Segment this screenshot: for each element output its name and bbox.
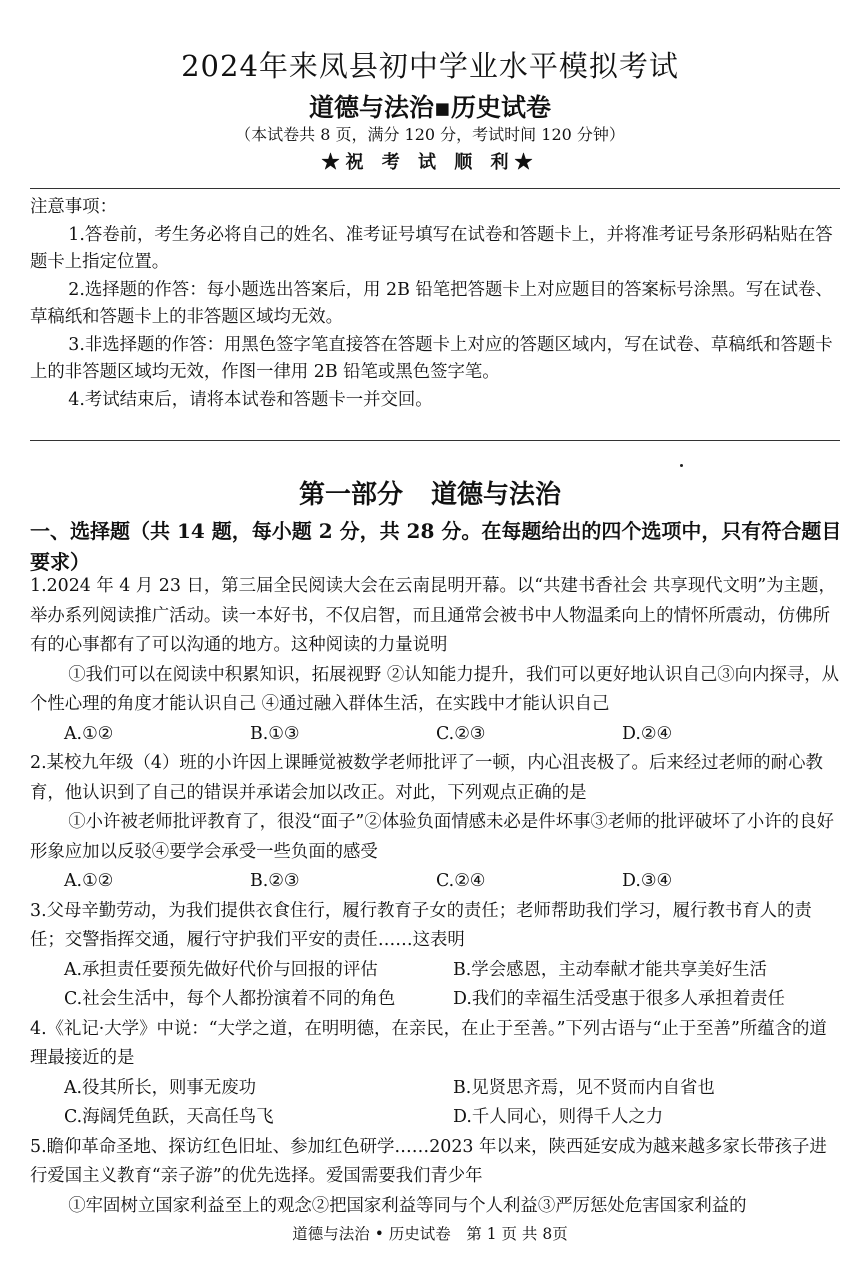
- section-heading: 一、选择题（共 14 题，每小题 2 分，共 28 分。在每题给出的四个选项中，只有符合题目要求）: [30, 519, 842, 574]
- option: B.见贤思齐焉，见不贤而内自省也: [453, 1077, 715, 1098]
- option: D.③④: [622, 871, 673, 891]
- notice-item: 4.考试结束后，请将本试卷和答题卡一并交回。: [68, 389, 433, 410]
- part-label: 第一部分: [298, 480, 403, 510]
- option: D.千人同心，则得千人之力: [453, 1107, 664, 1127]
- question-stem: 2.某校九年级（4）班的小许因上课睡觉被数学老师批评了一顿，内心沮丧极了。后来经过老师的耐心教育，他认识到了自己的错误并承诺会加以改正。对此，下列观点正确的是: [30, 753, 823, 803]
- option: B.②③: [250, 871, 300, 891]
- question-options: [30, 1074, 842, 1104]
- top-divider: [30, 188, 840, 189]
- good-luck-line: ★祝 考 试 顺 利★: [321, 152, 539, 173]
- part-name: 道德与法治: [431, 480, 562, 510]
- notice-item: 1.答卷前，考生务必将自己的姓名、准考证号填写在试卷和答题卡上，并将准考证号条形码粘贴在答题卡上指定位置。: [30, 224, 833, 272]
- option: C.②④: [436, 871, 486, 891]
- question-options: [30, 867, 842, 897]
- question-stem: 3.父母辛勤劳动，为我们提供衣食住行，履行教育子女的责任；老师帮助我们学习，履行教书育人的责任；交警指挥交通，履行守护我们平安的责任……这表明: [30, 900, 812, 950]
- option: C.②③: [436, 723, 486, 744]
- speck-mark: [680, 464, 683, 467]
- exam-title: 2024年来凤县初中学业水平模拟考试: [181, 49, 679, 83]
- option: D.②④: [622, 723, 673, 744]
- option: A.役其所长，则事无废功: [64, 1077, 256, 1098]
- question-options: [30, 1103, 842, 1133]
- option: C.海阔凭鱼跃，天高任鸟飞: [64, 1107, 274, 1127]
- notice-item: 2.选择题的作答：每小题选出答案后，用 2B 铅笔把答题卡上对应题目的答案标号涂黑。写在试卷、草稿纸和答题卡上的非答题区域均无效。: [30, 279, 833, 327]
- page-footer: 道德与法治 • 历史试卷 第 1 页 共 8页: [292, 1225, 568, 1243]
- question-stem: 1.2024 年 4 月 23 日，第三届全民阅读大会在云南昆明开幕。以“共建书香社会 共享现代文明”为主题，举办系列阅读推广活动。读一本好书，不仅启智，而且通常会被书中人物温柔向上的情怀所震动，仿佛所有的心事都有了可以沟通的地方。这种阅读的力量说明: [30, 576, 836, 655]
- question-options: [30, 720, 842, 750]
- option: A.①②: [64, 723, 114, 744]
- exam-subtitle: 道德与法治▪历史试卷: [309, 93, 551, 122]
- bottom-divider: [30, 440, 840, 441]
- option: D.我们的幸福生活受惠于很多人承担着责任: [453, 989, 785, 1009]
- option: A.①②: [64, 871, 114, 891]
- option: B.学会感恩，主动奉献才能共享美好生活: [453, 959, 767, 980]
- exam-info: （本试卷共 8 页，满分 120 分，考试时间 120 分钟）: [235, 125, 625, 144]
- notice-block: [30, 194, 842, 414]
- part-heading: [0, 474, 860, 511]
- question-stem: 5.瞻仰革命圣地、探访红色旧址、参加红色研学……2023 年以来，陕西延安成为越来越多家长带孩子进行爱国主义教育“亲子游”的优先选择。爱国需要我们青少年: [30, 1136, 827, 1186]
- question-statements: ①小许被老师批评教育了，很没“面子”②体验负面情感未必是件坏事③老师的批评破坏了小许的良好形象应加以反驳④要学会承受一些负面的感受: [30, 812, 834, 862]
- question-options: [30, 956, 842, 986]
- question-options: [30, 985, 842, 1015]
- question-statements: ①牢固树立国家利益至上的观念②把国家利益等同与个人利益③严厉惩处危害国家利益的: [68, 1195, 747, 1216]
- notice-item: 3.非选择题的作答：用黑色签字笔直接答在答题卡上对应的答题区域内，写在试卷、草稿纸和答题卡上的非答题区域均无效，作图一律用 2B 铅笔或黑色签字笔。: [30, 334, 833, 382]
- option: A.承担责任要预先做好代价与回报的评估: [64, 959, 378, 980]
- question-statements: ①我们可以在阅读中积累知识，拓展视野 ②认知能力提升，我们可以更好地认识自己③向内探寻，从个性心理的角度才能认识自己 ④通过融入群体生活，在实践中才能认识自己: [30, 664, 839, 714]
- option: B.①③: [250, 723, 300, 744]
- option: C.社会生活中，每个人都扮演着不同的角色: [64, 989, 396, 1009]
- notice-heading: 注意事项：: [30, 197, 117, 217]
- questions: [30, 572, 842, 1221]
- question-stem: 4.《礼记·大学》中说：“大学之道，在明明德，在亲民，在止于至善。”下列古语与“止于至善”所蕴含的道理最接近的是: [30, 1018, 827, 1068]
